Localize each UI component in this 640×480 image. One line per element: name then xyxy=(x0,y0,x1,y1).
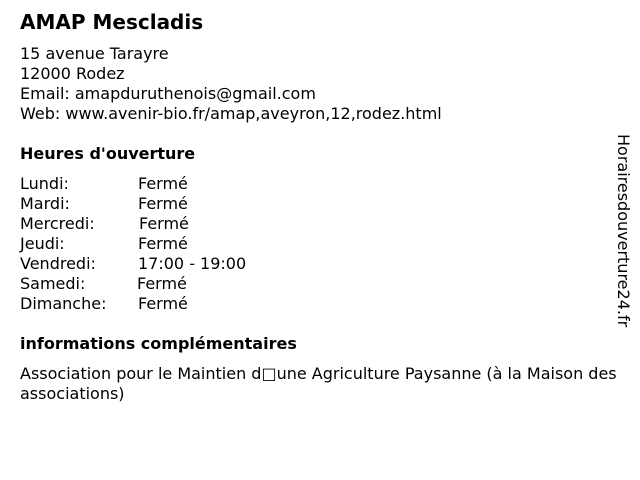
day-label: Mardi: xyxy=(20,194,70,213)
hours-row-sunday xyxy=(20,294,320,314)
day-label: Mercredi: xyxy=(20,214,95,233)
day-label: Dimanche: xyxy=(20,294,107,313)
day-label: Vendredi: xyxy=(20,254,96,273)
hours-row-monday xyxy=(20,174,320,194)
site-watermark: Horairesdouverture24.fr xyxy=(614,134,633,328)
day-hours: Fermé xyxy=(138,174,188,193)
address-city: 12000 Rodez xyxy=(20,64,125,83)
business-name: AMAP Mescladis xyxy=(20,10,204,34)
day-hours: Fermé xyxy=(137,274,187,293)
hours-row-thursday xyxy=(20,234,320,254)
day-hours: Fermé xyxy=(138,294,188,313)
opening-hours-heading: Heures d'ouverture xyxy=(20,144,196,163)
day-label: Samedi: xyxy=(20,274,86,293)
day-label: Lundi: xyxy=(20,174,69,193)
hours-row-saturday xyxy=(20,274,320,294)
day-hours: Fermé xyxy=(138,194,188,213)
email-line: Email: amapduruthenois@gmail.com xyxy=(20,84,316,103)
address-block xyxy=(20,44,442,124)
opening-hours-list xyxy=(20,174,320,314)
day-hours: Fermé xyxy=(138,234,188,253)
additional-info-heading: informations complémentaires xyxy=(20,334,297,353)
hours-row-wednesday xyxy=(20,214,320,234)
additional-info-text: Association pour le Maintien d□une Agriculture Paysanne (à la Maison des associations) xyxy=(20,364,617,403)
day-hours: 17:00 - 19:00 xyxy=(138,254,247,273)
hours-row-friday xyxy=(20,254,320,274)
day-hours: Fermé xyxy=(139,214,189,233)
day-label: Jeudi: xyxy=(20,234,65,253)
address-street: 15 avenue Tarayre xyxy=(20,44,169,63)
web-line: Web: www.avenir-bio.fr/amap,aveyron,12,rodez.html xyxy=(20,104,442,123)
hours-row-tuesday xyxy=(20,194,320,214)
